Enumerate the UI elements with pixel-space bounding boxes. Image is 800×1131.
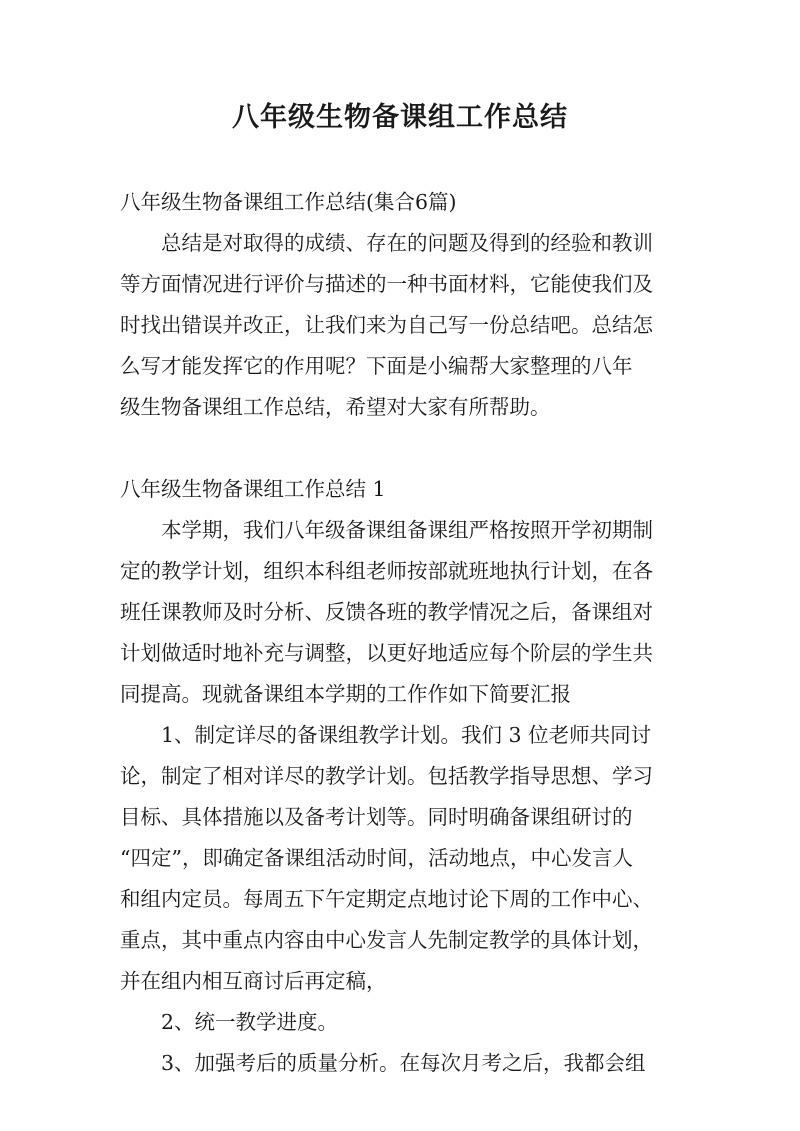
section-heading: 八年级生物备课组工作总结 1 — [120, 477, 386, 501]
paragraph-line: 1、制定详尽的备课组教学计划。我们 3 位老师共同讨 — [161, 723, 652, 747]
paragraph-line: 同提高。现就备课组本学期的工作作如下简要汇报 — [120, 682, 571, 706]
document-title: 八年级生物备课组工作总结 — [232, 102, 568, 133]
intro-paragraph — [120, 223, 686, 428]
paragraph-line: “四定”，即确定备课组活动时间，活动地点，中心发言人 — [120, 846, 633, 870]
paragraph-line: 论，制定了相对详尽的教学计划。包括教学指导思想、学习 — [120, 764, 653, 788]
paragraph-line: 等方面情况进行评价与描述的一种书面材料，它能使我们及 — [120, 272, 653, 296]
spacer — [120, 428, 686, 469]
section1-paragraph-3: 2、统一教学进度。 — [161, 1010, 339, 1034]
paragraph-line: 定的教学计划，组织本科组老师按部就班地执行计划，在各 — [120, 559, 653, 583]
paragraph-line: 级生物备课组工作总结，希望对大家有所帮助。 — [120, 395, 551, 419]
paragraph-line: 重点，其中重点内容由中心发言人先制定教学的具体计划， — [120, 928, 653, 952]
paragraph-line: 并在组内相互商讨后再定稿， — [120, 969, 387, 993]
paragraph-line: 目标、具体措施以及备考计划等。同时明确备课组研讨的 — [120, 805, 633, 829]
section1-paragraph-2 — [120, 715, 686, 1002]
section1-paragraph-4: 3、加强考后的质量分析。在每次月考之后，我都会组 — [161, 1051, 646, 1075]
paragraph-line: 班任课教师及时分析、反馈各班的教学情况之后，备课组对 — [120, 600, 653, 624]
paragraph-line: 计划做适时地补充与调整，以更好地适应每个阶层的学生共 — [120, 641, 653, 665]
paragraph-line: 么写才能发挥它的作用呢？下面是小编帮大家整理的八年 — [120, 354, 633, 378]
paragraph-line: 和组内定员。每周五下午定期定点地讨论下周的工作中心、 — [120, 887, 653, 911]
paragraph-line: 总结是对取得的成绩、存在的问题及得到的经验和教训 — [161, 231, 653, 255]
intro-heading: 八年级生物备课组工作总结(集合6篇) — [120, 190, 457, 214]
paragraph-line: 时找出错误并改正，让我们来为自己写一份总结吧。总结怎 — [120, 313, 653, 337]
paragraph-line: 本学期，我们八年级备课组备课组严格按照开学初期制 — [161, 518, 653, 542]
section1-paragraph-1 — [120, 510, 686, 715]
document-body — [120, 182, 686, 1084]
